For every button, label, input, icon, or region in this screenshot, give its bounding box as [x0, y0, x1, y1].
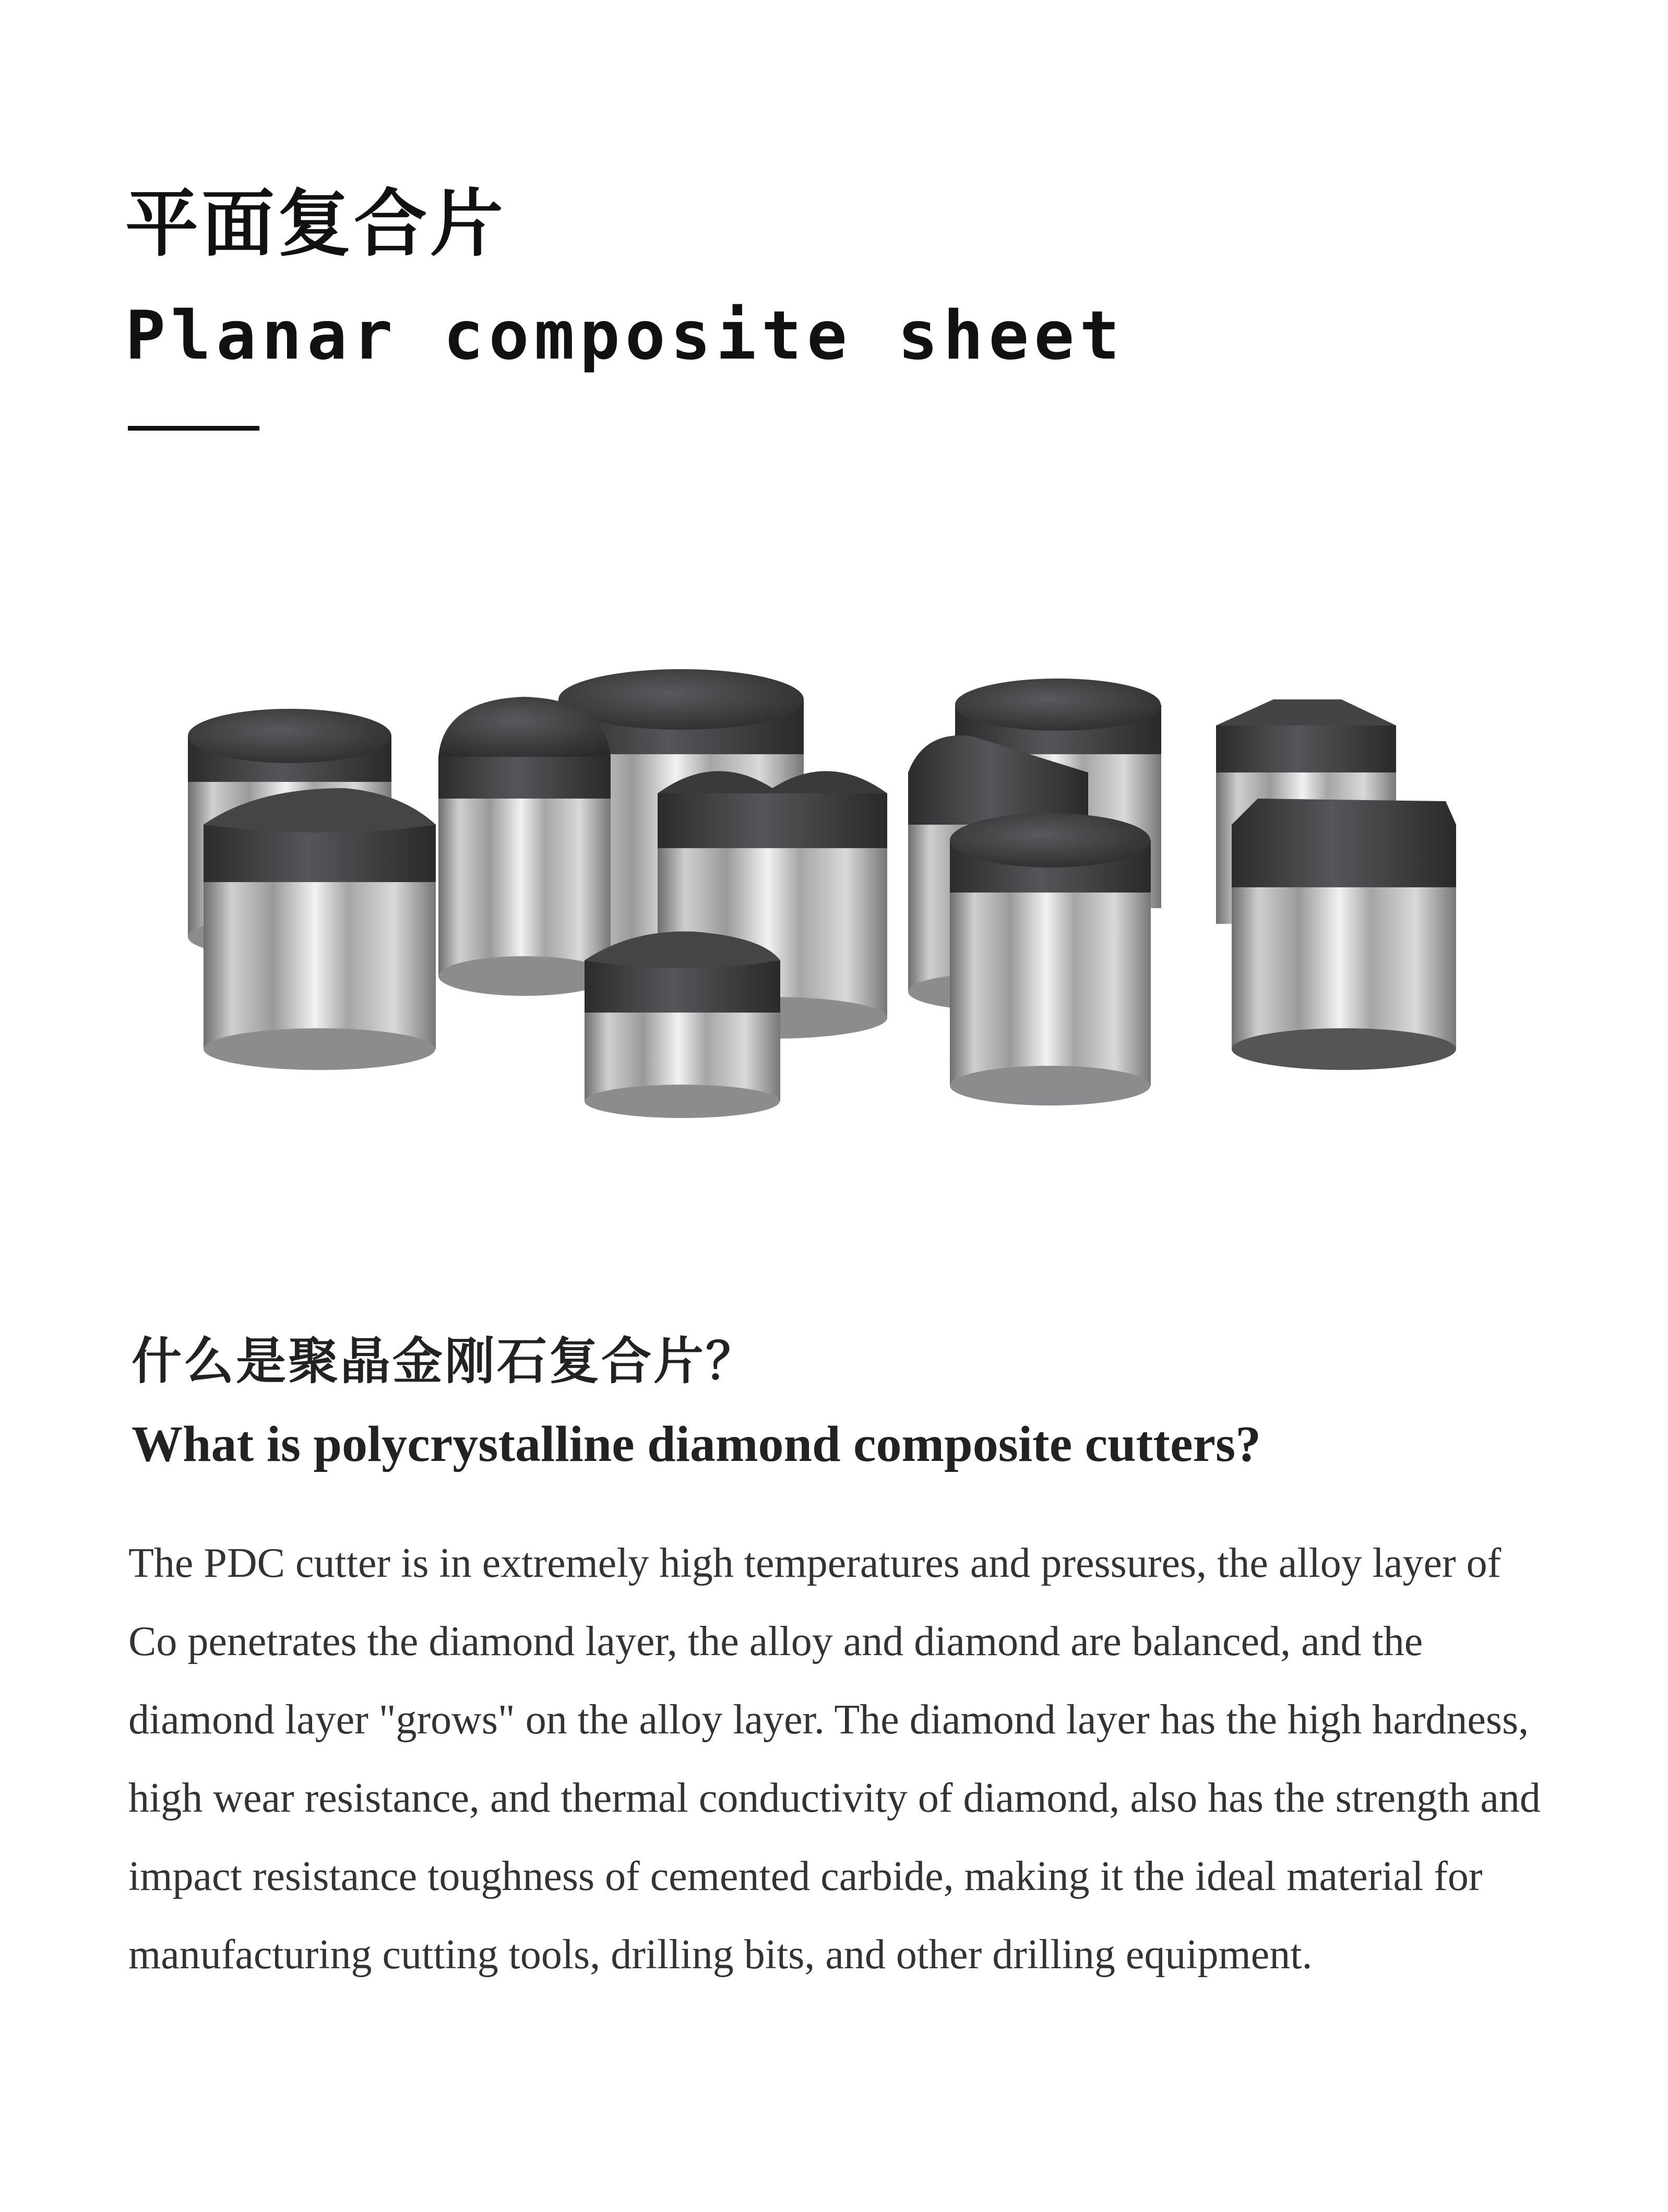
- question-zh: 什么是聚晶金刚石复合片？: [132, 1332, 758, 1390]
- cutter-10: [950, 813, 1151, 1105]
- cutter-11: [585, 932, 780, 1118]
- page-title-zh: 平面复合片: [125, 182, 507, 267]
- question-en: What is polycrystalline diamond composite cutters?: [132, 1416, 1261, 1472]
- cutter-2: [438, 697, 611, 996]
- cutter-8: [1232, 799, 1456, 1070]
- pdc-cutters-image: [172, 668, 1493, 1138]
- description-paragraph: The PDC cutter is in extremely high temperatures and pressures, the alloy layer of Co penetrates the diamond layer, the alloy and diamond are balanced, and the diamond layer "grows" on the alloy layer. The diamond layer has the high hardness, high wear resistance, and thermal conductivity of diamond, also has the strength and impact resistance toughness of cemented carbide, making it the ideal material for manufacturing cutting tools, drilling bits, and other drilling equipment.: [128, 1540, 1541, 1978]
- page-title-en: Planar composite sheet: [125, 297, 1125, 375]
- cutter-4: [204, 788, 436, 1070]
- title-divider: [128, 426, 259, 431]
